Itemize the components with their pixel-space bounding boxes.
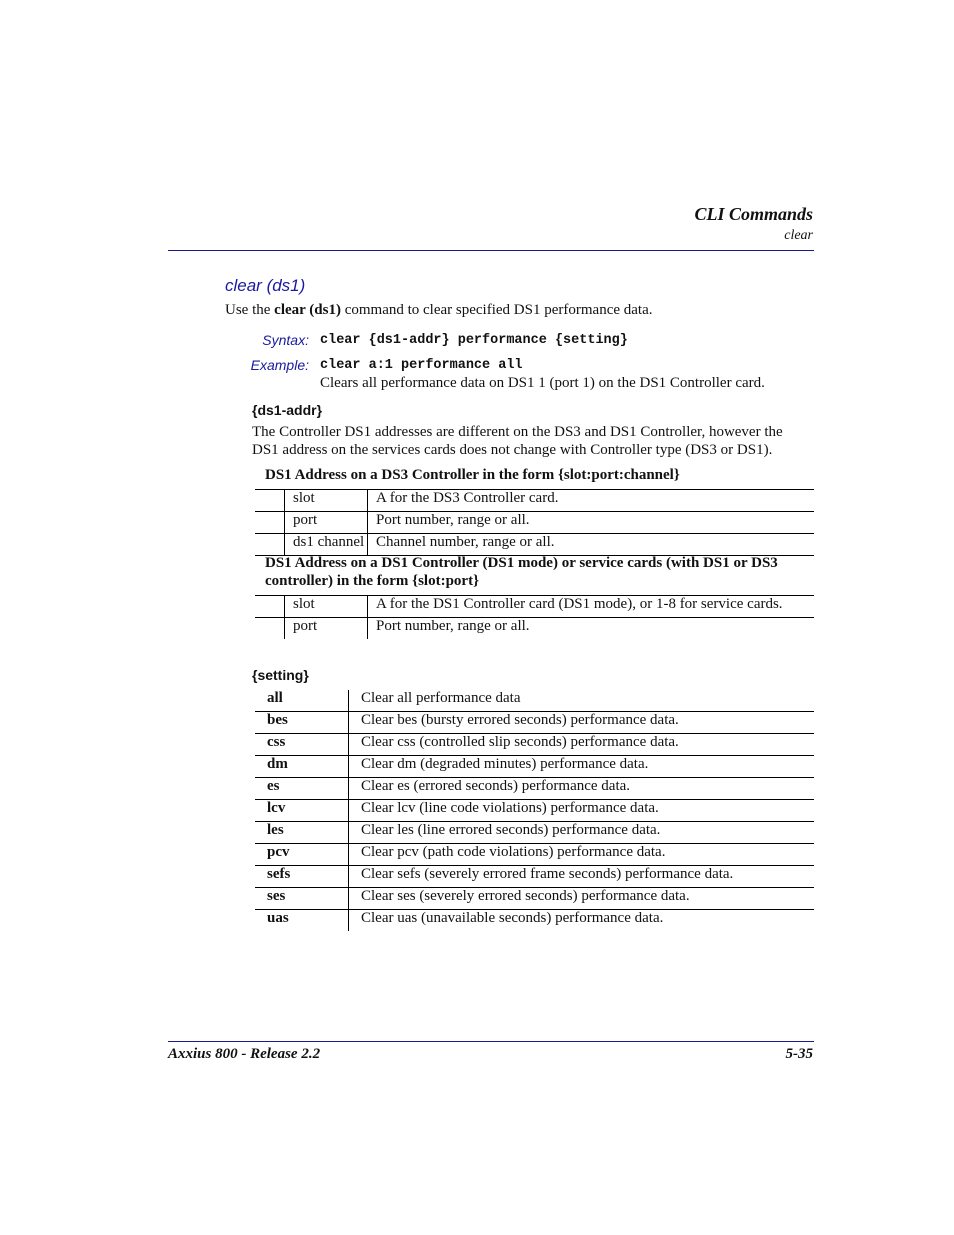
address-field-desc: Port number, range or all. bbox=[376, 512, 530, 528]
table-row bbox=[255, 844, 814, 866]
example-code: clear a:1 performance all bbox=[320, 358, 523, 373]
running-header-subtitle: clear bbox=[784, 228, 813, 243]
footer-product: Axxius 800 - Release 2.2 bbox=[168, 1046, 321, 1062]
setting-key: all bbox=[255, 690, 349, 712]
address-field-desc: Port number, range or all. bbox=[376, 618, 530, 634]
intro-post: command to clear specified DS1 performance data. bbox=[340, 302, 653, 318]
setting-desc: Clear les (line errored seconds) performance data. bbox=[361, 822, 661, 838]
setting-table bbox=[255, 690, 814, 931]
table-row bbox=[255, 734, 814, 756]
setting-desc: Clear all performance data bbox=[361, 690, 521, 706]
table-row bbox=[255, 800, 814, 822]
setting-desc: Clear css (controlled slip seconds) performance data. bbox=[361, 734, 679, 750]
table-row bbox=[255, 822, 814, 844]
setting-key: uas bbox=[255, 910, 349, 932]
setting-key: bes bbox=[255, 712, 349, 734]
header-rule bbox=[168, 250, 814, 251]
setting-desc: Clear ses (severely errored seconds) performance data. bbox=[361, 888, 690, 904]
table-row bbox=[255, 756, 814, 778]
address-field-desc: Channel number, range or all. bbox=[376, 534, 555, 550]
address-field-name: ds1 channel bbox=[285, 534, 368, 556]
address-field-name: slot bbox=[285, 596, 368, 618]
section-title: clear (ds1) bbox=[225, 276, 306, 295]
table2-title-line1: DS1 Address on a DS1 Controller (DS1 mode) or service cards (with DS1 or DS3 bbox=[265, 555, 778, 571]
setting-desc: Clear lcv (line code violations) performance data. bbox=[361, 800, 659, 816]
setting-desc: Clear sefs (severely errored frame seconds) performance data. bbox=[361, 866, 734, 882]
setting-key: dm bbox=[255, 756, 349, 778]
address-field-name: port bbox=[285, 618, 368, 640]
table-row bbox=[255, 910, 814, 932]
table-row bbox=[255, 866, 814, 888]
example-description: Clears all performance data on DS1 1 (port 1) on the DS1 Controller card. bbox=[320, 375, 765, 391]
syntax-code: clear {ds1-addr} performance {setting} bbox=[320, 333, 628, 348]
address-field-desc: A for the DS3 Controller card. bbox=[376, 490, 559, 506]
footer-page-number: 5-35 bbox=[785, 1046, 813, 1062]
ds1-addr-paragraph-line1: The Controller DS1 addresses are different on the DS3 and DS1 Controller, however the bbox=[252, 424, 783, 440]
setting-key: lcv bbox=[255, 800, 349, 822]
setting-heading: {setting} bbox=[252, 667, 309, 683]
setting-desc: Clear pcv (path code violations) performance data. bbox=[361, 844, 666, 860]
table-row bbox=[255, 534, 814, 556]
footer-rule bbox=[168, 1041, 814, 1042]
setting-desc: Clear uas (unavailable seconds) performance data. bbox=[361, 910, 664, 926]
setting-key: les bbox=[255, 822, 349, 844]
setting-desc: Clear es (errored seconds) performance data. bbox=[361, 778, 631, 794]
table2-title-line2: controller) in the form {slot:port} bbox=[265, 573, 479, 589]
setting-key: sefs bbox=[255, 866, 349, 888]
table-row bbox=[255, 490, 814, 512]
table-row bbox=[255, 712, 814, 734]
ds1-addr-heading: {ds1-addr} bbox=[252, 402, 323, 418]
setting-desc: Clear dm (degraded minutes) performance data. bbox=[361, 756, 649, 772]
setting-key: css bbox=[255, 734, 349, 756]
setting-key: ses bbox=[255, 888, 349, 910]
setting-key: es bbox=[255, 778, 349, 800]
table-row bbox=[255, 690, 814, 712]
table-row bbox=[255, 596, 814, 618]
ds3-controller-address-table bbox=[255, 489, 814, 556]
syntax-label: Syntax: bbox=[262, 332, 309, 348]
table-row bbox=[255, 618, 814, 640]
intro-command: clear (ds1) bbox=[274, 302, 341, 318]
ds1-controller-address-table bbox=[255, 595, 814, 639]
example-label: Example: bbox=[250, 357, 309, 373]
address-field-name: slot bbox=[285, 490, 368, 512]
table-row bbox=[255, 888, 814, 910]
intro-text bbox=[225, 302, 653, 319]
intro-pre: Use the bbox=[225, 302, 275, 318]
setting-desc: Clear bes (bursty errored seconds) performance data. bbox=[361, 712, 679, 728]
table-row bbox=[255, 778, 814, 800]
table-row bbox=[255, 512, 814, 534]
setting-key: pcv bbox=[255, 844, 349, 866]
table1-title: DS1 Address on a DS3 Controller in the form {slot:port:channel} bbox=[265, 467, 680, 483]
address-field-name: port bbox=[285, 512, 368, 534]
running-header-title: CLI Commands bbox=[694, 204, 813, 224]
ds1-addr-paragraph-line2: DS1 address on the services cards does not change with Controller type (DS3 or DS1). bbox=[252, 442, 773, 458]
address-field-desc: A for the DS1 Controller card (DS1 mode), or 1-8 for service cards. bbox=[376, 596, 783, 612]
